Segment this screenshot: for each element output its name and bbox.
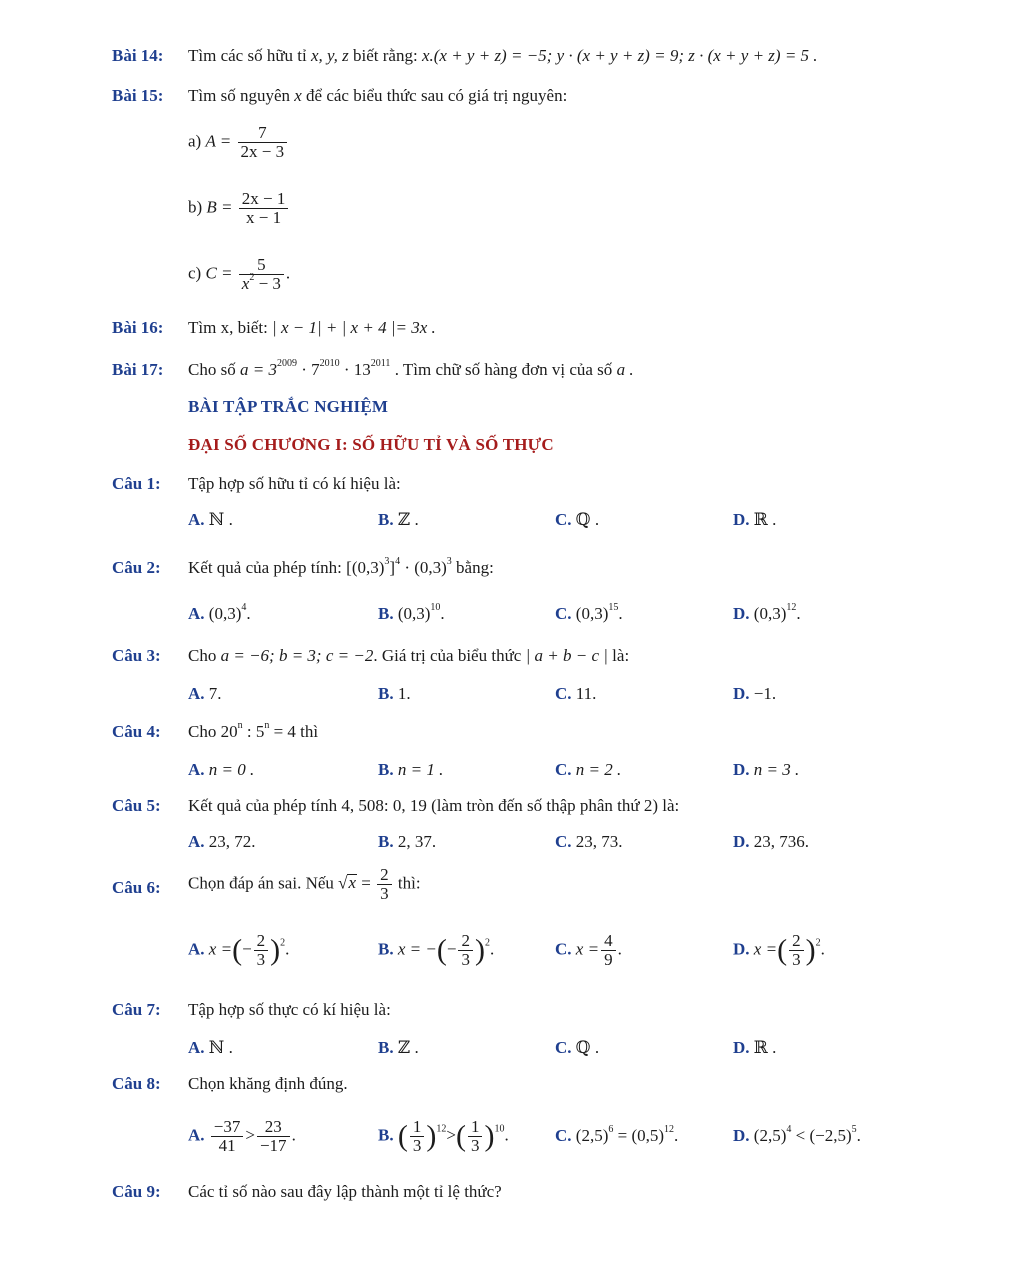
cau2-label: Câu 2:: [112, 558, 161, 577]
fraction: $\frac{2}{3}$: [377, 866, 392, 903]
option-b: B. $(0,3)^{10}$.: [378, 602, 445, 623]
option-b: B. 1.: [378, 684, 411, 703]
sqrt-symbol: √: [338, 873, 348, 893]
option-d: D. 23, 736.: [733, 832, 810, 851]
cau7-label: Câu 7:: [112, 1000, 161, 1019]
option-b: B. ℤ .: [378, 1038, 419, 1057]
option-c: C. n = 2 .: [555, 760, 622, 779]
option-d: D. ℝ .: [733, 510, 777, 529]
bai17-label: Bài 17:: [112, 360, 164, 379]
fraction: $\frac{5}{x^2 - 3}$: [239, 256, 284, 293]
chapter-title: ĐẠI SỐ CHƯƠNG I: SỐ HỮU TỈ VÀ SỐ THỰC: [188, 435, 554, 454]
option-c: C. ℚ .: [555, 1038, 600, 1057]
option-b: B. ℤ .: [378, 510, 419, 529]
option-b: B. n = 1 .: [378, 760, 444, 779]
cau8-label: Câu 8:: [112, 1074, 161, 1093]
option-d: D. n = 3 .: [733, 760, 800, 779]
bai14-text: Tìm các số hữu tỉ x, y, z biết rằng: x.(x + y + z) = −5; y · (x + y + z) = 9; z · (x + y + z) = 5 .: [188, 46, 818, 65]
section-title: BÀI TẬP TRẮC NGHIỆM: [188, 397, 389, 416]
option-a: A. 7.: [188, 684, 222, 703]
option-d: D. ℝ .: [733, 1038, 777, 1057]
cau4-label: Câu 4:: [112, 722, 161, 741]
option-d: D. −1.: [733, 684, 777, 703]
bai15-text: Tìm số nguyên x để các biểu thức sau có giá trị nguyên:: [188, 86, 568, 105]
cau9-label: Câu 9:: [112, 1182, 161, 1201]
option-b: B. ( $\frac{1}{3}$ )$^{12}$>( $\frac{1}{3}$ )$^{10}$.: [378, 1117, 509, 1155]
option-c: C. $(2,5)^6 = (0,5)^{12}$.: [555, 1124, 679, 1145]
option-a: A. ℕ .: [188, 510, 233, 529]
option-c: C. 23, 73.: [555, 832, 623, 851]
cau3-label: Câu 3:: [112, 646, 161, 665]
bai14-equation: x.(x + y + z) = −5; y · (x + y + z) = 9; z · (x + y + z) = 5 .: [421, 46, 818, 65]
bai15-label: Bài 15:: [112, 86, 164, 105]
option-b: B. x = −(− $\frac{2}{3}$ )$^2$.: [378, 931, 495, 969]
option-c: C. 11.: [555, 684, 597, 703]
option-a: A. ℕ .: [188, 1038, 233, 1057]
option-b: B. 2, 37.: [378, 832, 437, 851]
option-a: A. 23, 72.: [188, 832, 256, 851]
fraction: $\frac{2x - 1}{x - 1}$: [239, 190, 289, 227]
cau5-label: Câu 5:: [112, 796, 161, 815]
option-a: A. $(0,3)^4$.: [188, 602, 251, 623]
cau1-label: Câu 1:: [112, 474, 161, 493]
bai16-label: Bài 16:: [112, 318, 164, 337]
bai14-label: Bài 14:: [112, 46, 164, 65]
cau6-label: Câu 6:: [112, 878, 161, 897]
option-a: A. x =(− $\frac{2}{3}$ )$^2$.: [188, 931, 290, 969]
option-a: A. $\frac{-37}{41}$ > $\frac{23}{-17}$ .: [188, 1117, 296, 1155]
fraction: $\frac{7}{2x - 3}$: [238, 124, 288, 161]
option-c: C. x = $\frac{4}{9}$ .: [555, 931, 622, 969]
option-d: D. $(0,3)^{12}$.: [733, 602, 801, 623]
option-d: D. $(2,5)^4 < (-2,5)^5$.: [733, 1124, 861, 1145]
option-c: C. ℚ .: [555, 510, 600, 529]
option-a: A. n = 0 .: [188, 760, 255, 779]
option-d: D. x =( $\frac{2}{3}$ )$^2$.: [733, 931, 825, 969]
option-c: C. $(0,3)^{15}$.: [555, 602, 623, 623]
bai16-equation: | x − 1| + | x + 4 |= 3x .: [272, 318, 436, 337]
